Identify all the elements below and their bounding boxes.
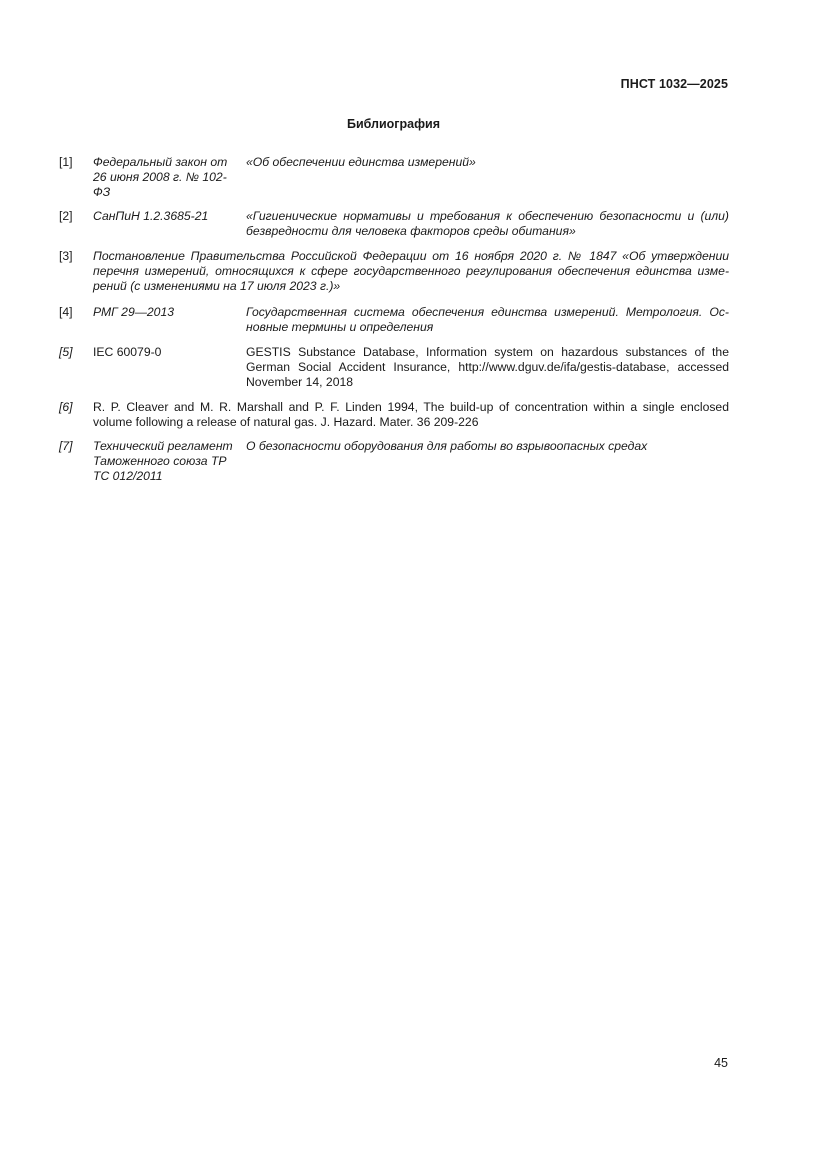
entry-number: [3] <box>59 249 73 263</box>
entry-number: [7] <box>59 439 73 453</box>
entry-description: «Об обеспечении единства измерений» <box>246 155 476 169</box>
entry-number: [5] <box>59 345 73 359</box>
entry-description: Государственная система обеспечения единства измерений. Метрология. Ос-новные термины и определения <box>246 305 729 335</box>
entry-source: Технический регламент Таможенного союза ТР ТС 012/2011 <box>93 439 233 484</box>
page-number: 45 <box>714 1056 728 1070</box>
entry-source: IEC 60079-0 <box>93 345 162 359</box>
page-title-text: Библиография <box>346 117 441 131</box>
document-code: ПНСТ 1032—2025 <box>620 77 728 91</box>
entry-description: GESTIS Substance Database, Information system on hazardous substances of the German Social Accident Insurance, http://www.dguv.de/ifa/gestis-database, accessed November 14, 2018 <box>246 345 729 390</box>
entry-number: [2] <box>59 209 73 223</box>
entry-number: [4] <box>59 305 73 319</box>
entry-number: [1] <box>59 155 73 169</box>
entry-number: [6] <box>59 400 73 414</box>
page-title <box>0 117 827 132</box>
entry-source: Федеральный закон от 26 июня 2008 г. № 102-ФЗ <box>93 155 228 200</box>
entry-full-text: Постановление Правительства Российской Федерации от 16 ноября 2020 г. № 1847 «Об утверждении перечня измерений, относящихся к сфере государственного регулирования обеспечения единства изме-рений (с изменениями на 17 июля 2023 г.)» <box>93 249 729 294</box>
entry-description: «Гигиенические нормативы и требования к обеспечению безопасности и (или) безвредности для человека факторов среды обитания» <box>246 209 729 239</box>
entry-description: О безопасности оборудования для работы во взрывоопасных средах <box>246 439 648 453</box>
entry-source: РМГ 29—2013 <box>93 305 175 319</box>
entry-full-text: R. P. Cleaver and M. R. Marshall and P. F. Linden 1994, The build-up of concentration within a single enclosed volume following a release of natural gas. J. Hazard. Mater. 36 209-226 <box>93 400 729 430</box>
entry-source: СанПиН 1.2.3685-21 <box>93 209 209 223</box>
